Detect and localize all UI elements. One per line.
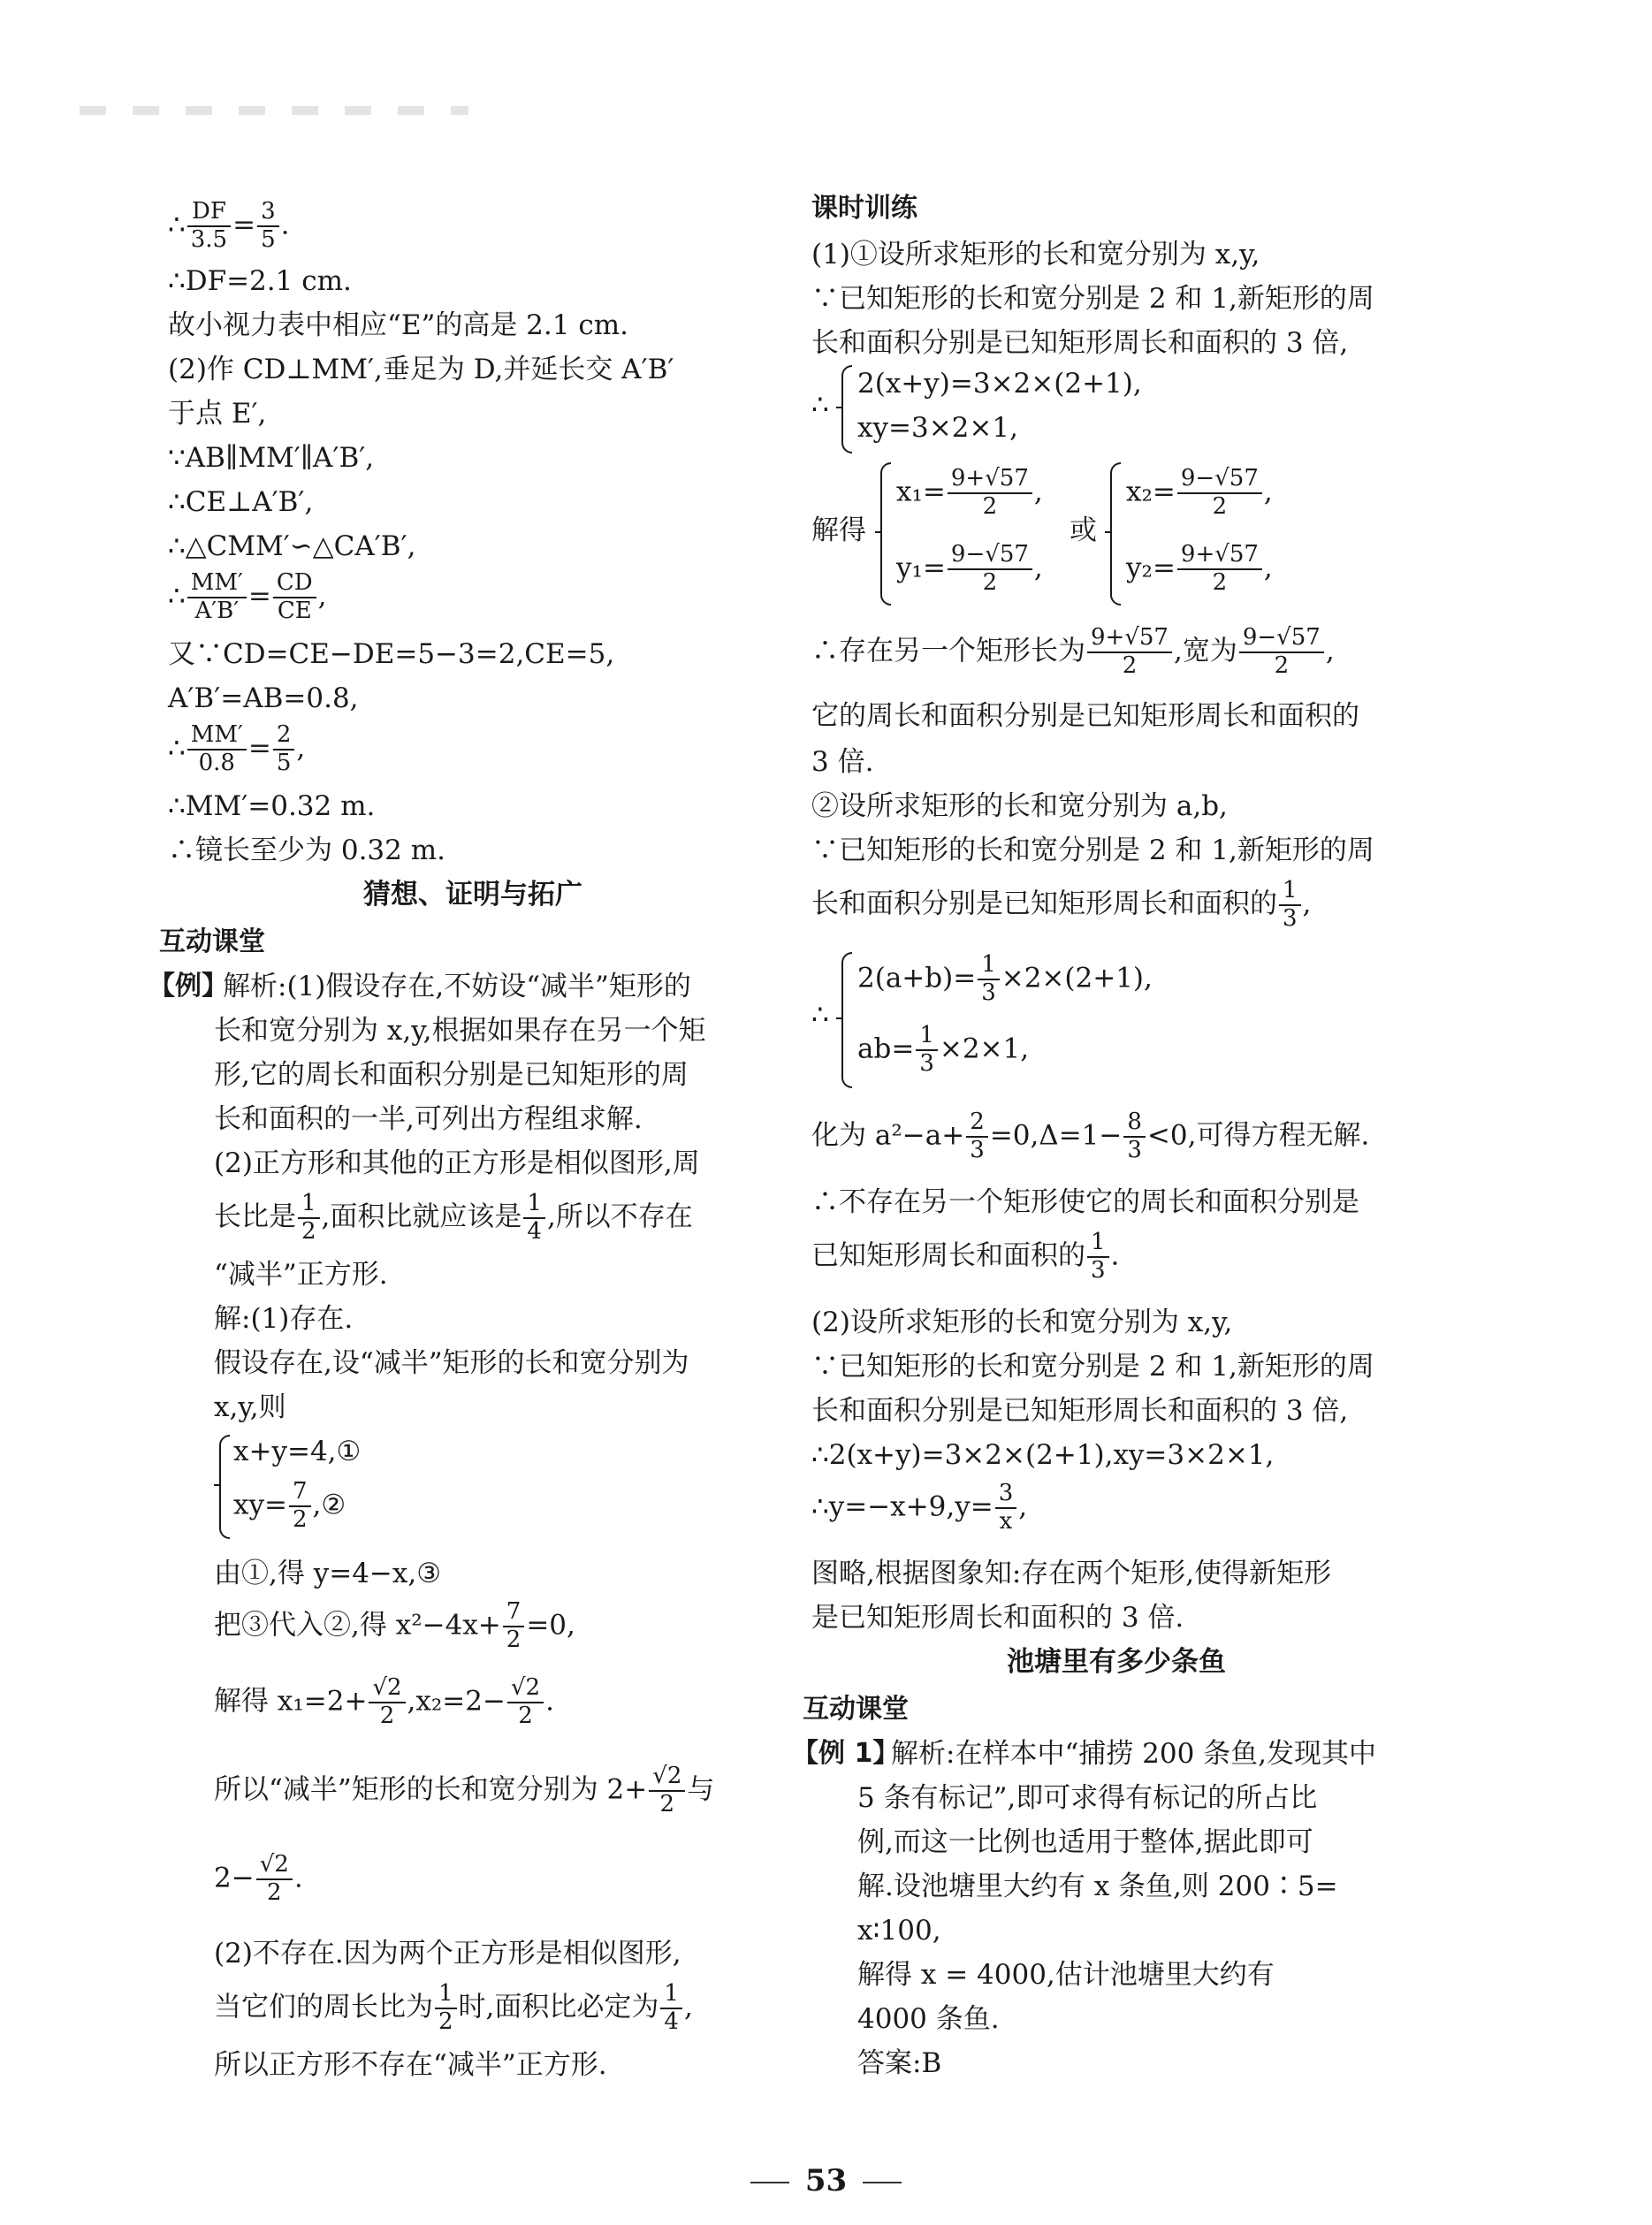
solution-4: 由①,得 y=4−x,③ [214, 1558, 442, 1589]
right-sol-y1: y₁= $\frac{9-√57}{2}$ , [896, 541, 1043, 596]
solution-11: 所以正方形不存在“减半”正方形. [214, 2049, 607, 2081]
example-1-line-2: 5 条有标记”,即可求得有标记的所占比 [857, 1782, 1318, 1814]
solution-2: 假设存在,设“减半”矩形的长和宽分别为 [214, 1347, 689, 1379]
example-1-line-1: 解析:在样本中“捕捞 200 条鱼,发现其中 [891, 1738, 1377, 1770]
example-analysis-7: “减半”正方形. [214, 1259, 388, 1291]
example-1-label: 【例 1】 [792, 1738, 900, 1769]
right-line-17: ∵已知矩形的长和宽分别是 2 和 1,新矩形的周 [811, 1351, 1374, 1383]
solution-5: 把③代入②,得 x²−4x+ $\frac{7}{2}$ =0, [214, 1598, 575, 1653]
right-line-9: ②设所求矩形的长和宽分别为 a,b, [811, 790, 1228, 822]
right-sys1-brace [841, 365, 852, 453]
example-analysis-3: 形,它的周长和面积分别是已知矩形的周 [214, 1059, 689, 1091]
right-line-18: 长和面积分别是已知矩形周长和面积的 3 倍, [811, 1395, 1349, 1427]
section-title-conjecture: 猜想、证明与拓广 [363, 879, 582, 911]
solution-10: 当它们的周长比为 $\frac{1}{2}$ 时,面积比必定为 $\frac{1}{4}$ , [214, 1980, 693, 2035]
example-analysis-4: 长和面积的一半,可列出方程组求解. [214, 1103, 643, 1135]
right-sys2-eq1: 2(a+b)= $\frac{1}{3}$ ×2×(2+1), [857, 951, 1153, 1006]
example-1-line-5: x∶100, [857, 1915, 941, 1947]
subhead-interactive-class: 互动课堂 [159, 926, 265, 957]
example-1-line-6: 解得 x = 4000,估计池塘里大约有 [857, 1959, 1275, 1991]
right-sol-brace-1 [880, 462, 891, 606]
solution-7: 所以“减半”矩形的长和宽分别为 2+ $\frac{√2}{2}$ 与 [214, 1763, 715, 1817]
right-sys1-eq2: xy=3×2×1, [857, 412, 1018, 444]
example-1-line-3: 例,而这一比例也适用于整体,据此即可 [857, 1826, 1313, 1858]
example-1-answer: 答案:B [857, 2047, 942, 2079]
right-sys1-prefix: ∴ [811, 389, 829, 421]
left-line-6: ∵AB∥MM′∥A′B′, [168, 442, 375, 474]
right-line-13: 化为 a²−a+ $\frac{2}{3}$ =0,Δ=1− $\frac{8}{3}$ <0,可得方程无解. [811, 1109, 1370, 1163]
right-sol-brace-2 [1110, 462, 1121, 606]
left-line-2: ∴DF=2.1 cm. [168, 265, 352, 297]
right-sol-y2: y₂= $\frac{9+√57}{2}$ , [1126, 541, 1273, 596]
section-title-fish: 池塘里有多少条鱼 [1007, 1646, 1226, 1678]
left-line-12: ∴ $\frac{MM'}{0.8}$ = $\frac{2}{5}$ , [168, 721, 306, 776]
left-line-4: (2)作 CD⊥MM′,垂足为 D,并延长交 A′B′ [168, 354, 674, 385]
solution-8: 2− $\frac{√2}{2}$ . [214, 1851, 303, 1906]
right-line-14: ∴不存在另一个矩形使它的周长和面积分别是 [811, 1186, 1359, 1218]
left-line-11: A′B′=AB=0.8, [168, 682, 359, 714]
left-line-13: ∴MM′=0.32 m. [168, 790, 376, 822]
solution-3: x,y,则 [214, 1391, 286, 1423]
right-line-8: 3 倍. [811, 746, 874, 778]
left-line-8: ∴△CMM′∽△CA′B′, [168, 530, 416, 562]
right-line-3: 长和面积分别是已知矩形周长和面积的 3 倍, [811, 327, 1349, 359]
system-eq-1: x+y=4,① [233, 1436, 362, 1467]
system-eq-2: xy= $\frac{7}{2}$ ,② [233, 1478, 346, 1533]
right-sys2-brace [841, 952, 852, 1088]
example-1-line-4: 解.设池塘里大约有 x 条鱼,则 200∶5= [857, 1871, 1338, 1902]
right-line-19: ∴2(x+y)=3×2×(2+1),xy=3×2×1, [811, 1439, 1275, 1471]
right-line-21: 图略,根据图象知:存在两个矩形,使得新矩形 [811, 1558, 1332, 1589]
solution-6: 解得 x₁=2+ $\frac{√2}{2}$ ,x₂=2− $\frac{√2}{2}$ . [214, 1674, 554, 1729]
right-sys2-prefix: ∴ [811, 999, 829, 1031]
left-line-9: ∴ $\frac{MM'}{A'B'}$ = $\frac{CD}{CE}$ , [168, 569, 327, 624]
solution-9: (2)不存在.因为两个正方形是相似图形, [214, 1938, 681, 1970]
system-brace [219, 1435, 230, 1539]
page-number-dash-left [750, 2182, 789, 2183]
right-line-7: 它的周长和面积分别是已知矩形周长和面积的 [811, 700, 1359, 732]
right-sol-x1: x₁= $\frac{9+√57}{2}$ , [896, 465, 1043, 520]
right-solve-label: 解得 [811, 514, 866, 546]
solution-1: 解:(1)存在. [214, 1303, 354, 1335]
subhead-class-training: 课时训练 [811, 193, 917, 224]
right-line-15: 已知矩形周长和面积的 $\frac{1}{3}$ . [811, 1229, 1120, 1284]
right-sol-brace-2-tip [1105, 531, 1112, 533]
right-line-11: 长和面积分别是已知矩形周长和面积的 $\frac{1}{3}$ , [811, 877, 1312, 932]
example-analysis-1: 解析:(1)假设存在,不妨设“减半”矩形的 [223, 971, 691, 1002]
right-sys2-brace-tip [836, 1017, 843, 1019]
system-brace-tip [214, 1484, 221, 1486]
right-line-1: (1)①设所求矩形的长和宽分别为 x,y, [811, 239, 1260, 271]
left-line-1: ∴ $\frac{DF}{3.5}$ = $\frac{3}{5}$ . [168, 198, 290, 253]
right-sol-brace-1-tip [875, 531, 882, 533]
left-line-14: ∴镜长至少为 0.32 m. [168, 834, 445, 866]
left-line-7: ∴CE⊥A′B′, [168, 486, 314, 518]
left-line-10: 又∵CD=CE−DE=5−3=2,CE=5, [168, 638, 615, 670]
right-or: 或 [1070, 514, 1097, 546]
right-sol-x2: x₂= $\frac{9-√57}{2}$ , [1126, 465, 1273, 520]
example-analysis-2: 长和宽分别为 x,y,根据如果存在另一个矩 [214, 1015, 706, 1047]
right-line-20: ∴y=−x+9,y= $\frac{3}{x}$ , [811, 1480, 1028, 1535]
right-line-2: ∵已知矩形的长和宽分别是 2 和 1,新矩形的周 [811, 283, 1374, 315]
right-line-22: 是已知矩形周长和面积的 3 倍. [811, 1602, 1184, 1634]
right-line-16: (2)设所求矩形的长和宽分别为 x,y, [811, 1307, 1233, 1338]
subhead-interactive-class-2: 互动课堂 [803, 1694, 909, 1725]
top-decoration [80, 106, 468, 115]
example-analysis-6: 长比是 $\frac{1}{2}$ ,面积比就应该是 $\frac{1}{4}$ ,所以不存在 [214, 1190, 693, 1245]
left-line-5: 于点 E′, [168, 398, 267, 430]
example-analysis-5: (2)正方形和其他的正方形是相似图形,周 [214, 1147, 700, 1179]
example-1-line-7: 4000 条鱼. [857, 2003, 1000, 2035]
page-number [0, 2163, 1652, 2198]
page-number-dash-right [863, 2182, 902, 2183]
page-number-value: 53 [804, 2163, 848, 2198]
example-label: 【例】 [148, 971, 228, 1002]
right-sys2-eq2: ab= $\frac{1}{3}$ ×2×1, [857, 1022, 1030, 1077]
left-line-3: 故小视力表中相应“E”的高是 2.1 cm. [168, 309, 628, 341]
right-line-6: ∴存在另一个矩形长为 $\frac{9+√57}{2}$ ,宽为 $\frac{9-√57}{2}$ , [811, 624, 1335, 679]
right-sys1-brace-tip [836, 407, 843, 408]
right-line-10: ∵已知矩形的长和宽分别是 2 和 1,新矩形的周 [811, 834, 1374, 866]
right-sys1-eq1: 2(x+y)=3×2×(2+1), [857, 368, 1142, 400]
